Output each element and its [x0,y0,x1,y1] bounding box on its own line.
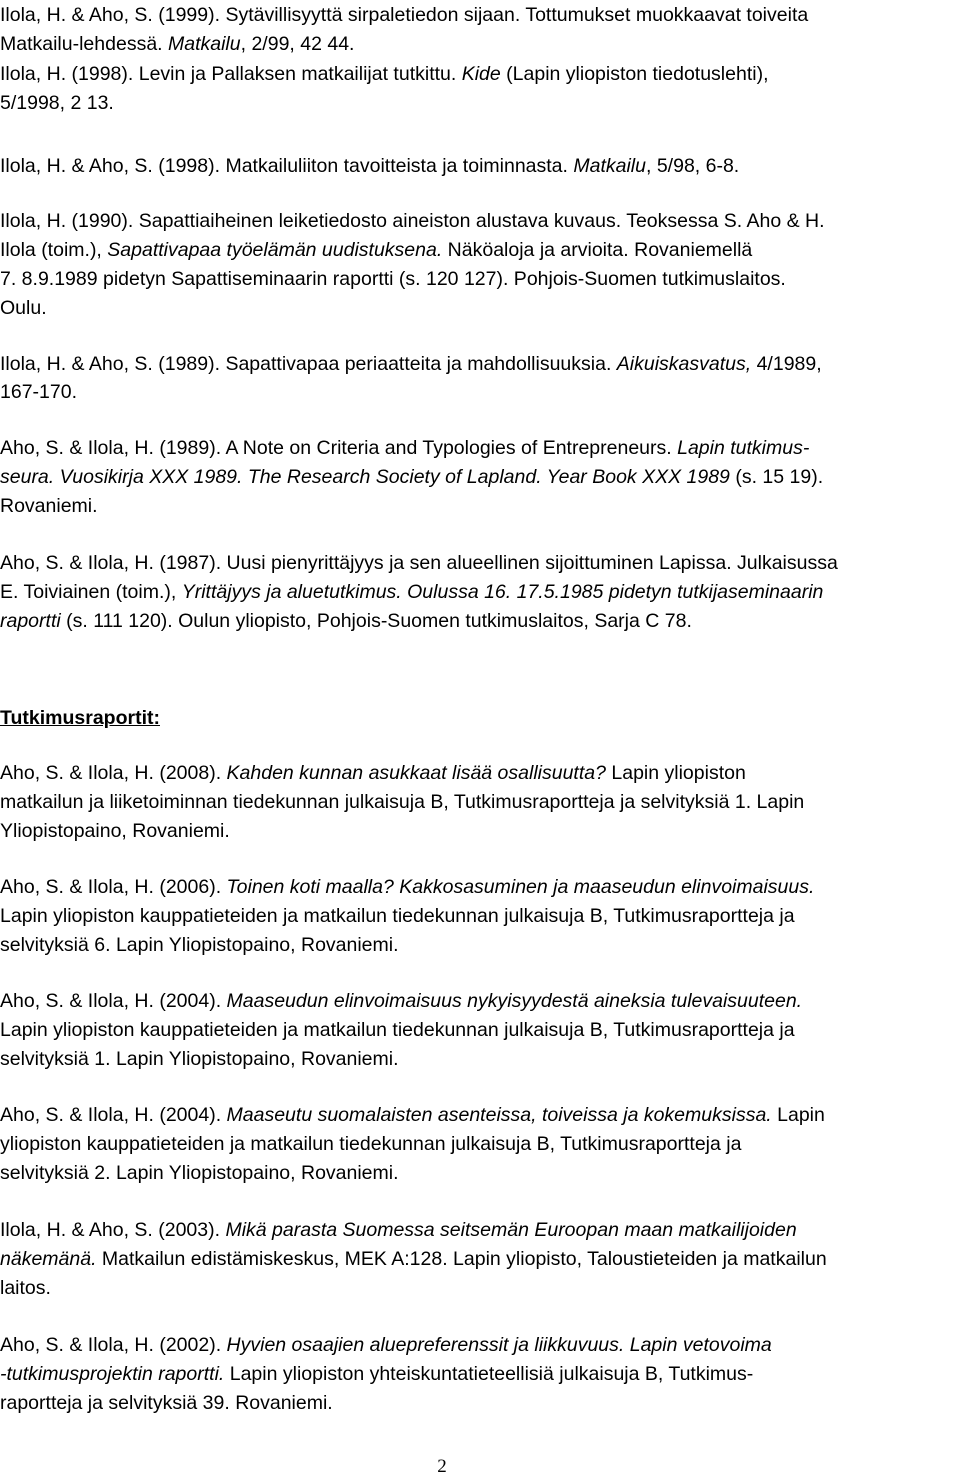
reference-text: Lapin [771,1104,825,1126]
reference-line [0,1389,333,1418]
reference-line [0,378,77,407]
reference-text: Oulu. [0,297,47,319]
reference-text: Lapin yliopiston yhteiskuntatieteellisiä julkaisuja B, Tutkimus- [224,1363,754,1385]
reference-italic-text: Maaseutu suomalaisten asenteissa, toiveissa ja kokemuksissa. [226,1104,772,1126]
reference-line [0,1016,795,1045]
reference-line [0,1159,399,1188]
reference-text: Ilola, H. (1990). Sapattiaiheinen leiketiedosto aineiston alustava kuvaus. Teoksessa S. Aho & H. [0,210,825,232]
reference-text: Aho, S. & Ilola, H. (1987). Uusi pienyrittäjyys ja sen alueellinen sijoittuminen Lapissa. Julkaisussa [0,552,838,574]
reference-text: matkailun ja liiketoiminnan tiedekunnan julkaisuja B, Tutkimusraportteja ja selvityksiä 1. Lapin [0,791,805,813]
reference-line [0,492,98,521]
reference-text: Näköaloja ja arvioita. Rovaniemellä [442,239,753,261]
reference-line [0,759,746,788]
reference-line [0,1331,772,1360]
reference-line [0,1274,51,1303]
page-number: 2 [437,1456,447,1477]
reference-italic-text: Sapattivapaa työelämän uudistuksena. [107,239,443,261]
reference-text: Lapin yliopiston kauppatieteiden ja matkailun tiedekunnan julkaisuja B, Tutkimusraportteja ja [0,1019,795,1041]
reference-text: Aho, S. & Ilola, H. (2008). [0,762,227,784]
reference-line [0,788,804,817]
reference-line [0,873,814,902]
reference-text: Ilola, H. & Aho, S. (1999). Sytävillisyyttä sirpaletiedon sijaan. Tottumukset muokkaavat toiveita [0,4,809,26]
reference-line [0,902,795,931]
reference-line [0,152,739,181]
reference-text: selvityksiä 1. Lapin Yliopistopaino, Rovaniemi. [0,1048,399,1070]
reference-text: Matkailun edistämiskeskus, MEK A:128. Lapin yliopisto, Taloustieteiden ja matkailun [96,1248,827,1270]
reference-italic-text: näkemänä. [0,1248,97,1270]
reference-italic-text: Aikuiskasvatus, [616,353,752,375]
reference-line [0,30,354,59]
reference-text: (s. 111 120). Oulun yliopisto, Pohjois-Suomen tutkimuslaitos, Sarja C 78. [60,610,692,632]
reference-line [0,578,823,607]
reference-text: Aho, S. & Ilola, H. (2004). [0,1104,227,1126]
reference-line [0,1245,827,1274]
reference-text: Aho, S. & Ilola, H. (1989). A Note on Criteria and Typologies of Entrepreneurs. [0,437,678,459]
reference-text: selvityksiä 2. Lapin Yliopistopaino, Rovaniemi. [0,1162,399,1184]
reference-line [0,236,752,265]
reference-text: Rovaniemi. [0,495,98,517]
reference-line [0,607,692,636]
reference-text: E. Toiviainen (toim.), [0,581,182,603]
reference-text: Ilola, H. (1998). Levin ja Pallaksen matkailijat tutkittu. [0,63,462,85]
reference-text: Aho, S. & Ilola, H. (2002). [0,1334,227,1356]
reference-italic-text: Hyvien osaajien aluepreferenssit ja liikkuvuus. Lapin vetovoima [226,1334,772,1356]
reference-line [0,1216,797,1245]
reference-text: Yliopistopaino, Rovaniemi. [0,820,230,842]
reference-italic-text: Yrittäjyys ja aluetutkimus. Oulussa 16. 17.5.1985 pidetyn tutkijaseminaarin [181,581,824,603]
reference-italic-text: Toinen koti maalla? Kakkosasuminen ja maaseudun elinvoimaisuus. [226,876,815,898]
reference-line [0,931,399,960]
reference-line [0,987,802,1016]
reference-text: Ilola, H. & Aho, S. (1998). Matkailuliiton tavoitteista ja toiminnasta. [0,155,574,177]
reference-line [0,549,838,578]
reference-italic-text: Mikä parasta Suomessa seitsemän Euroopan maan matkailijoiden [225,1219,797,1241]
reference-line [0,350,822,379]
reference-text: selvityksiä 6. Lapin Yliopistopaino, Rovaniemi. [0,934,399,956]
section-heading: Tutkimusraportit: [0,707,160,729]
reference-italic-text: Matkailu [168,33,241,55]
reference-text: Lapin yliopiston kauppatieteiden ja matkailun tiedekunnan julkaisuja B, Tutkimusraportteja ja [0,905,795,927]
reference-text: 5/1998, 2 13. [0,92,114,114]
reference-text: Matkailu-lehdessä. [0,33,168,55]
reference-line [0,817,230,846]
reference-text: Lapin yliopiston [605,762,746,784]
reference-text: Ilola, H. & Aho, S. (1989). Sapattivapaa periaatteita ja mahdollisuuksia. [0,353,617,375]
reference-italic-text: Maaseudun elinvoimaisuus nykyisyydestä aineksia tulevaisuuteen. [226,990,803,1012]
reference-italic-text: raportti [0,610,61,632]
reference-text: yliopiston kauppatieteiden ja matkailun tiedekunnan julkaisuja B, Tutkimusraportteja ja [0,1133,742,1155]
reference-line [0,463,823,492]
reference-text: 167-170. [0,381,77,403]
reference-text: , 5/98, 6-8. [646,155,740,177]
reference-line [0,1045,399,1074]
reference-text: 4/1989, [751,353,822,375]
reference-line [0,294,47,323]
reference-text: raportteja ja selvityksiä 39. Rovaniemi. [0,1392,333,1414]
reference-text: (s. 15 19). [729,466,824,488]
reference-text: , 2/99, 42 44. [240,33,355,55]
reference-line [0,60,769,89]
reference-italic-text: seura. Vuosikirja XXX 1989. The Research Society of Lapland. Year Book XXX 1989 [0,466,730,488]
reference-text: (Lapin yliopiston tiedotuslehti), [500,63,769,85]
reference-italic-text: Kide [461,63,501,85]
reference-italic-text: Lapin tutkimus- [677,437,810,459]
reference-line [0,434,809,463]
reference-line [0,1,808,30]
reference-italic-text: Matkailu [573,155,646,177]
reference-text: 7. 8.9.1989 pidetyn Sapattiseminaarin raportti (s. 120 127). Pohjois-Suomen tutkimuslaitos. [0,268,786,290]
reference-line [0,1101,825,1130]
reference-italic-text: Kahden kunnan asukkaat lisää osallisuutta? [226,762,606,784]
reference-text: Ilola (toim.), [0,239,108,261]
reference-text: Ilola, H. & Aho, S. (2003). [0,1219,226,1241]
reference-line [0,207,825,236]
reference-text: Aho, S. & Ilola, H. (2006). [0,876,227,898]
reference-italic-text: -tutkimusprojektin raportti. [0,1363,225,1385]
reference-line [0,265,786,294]
reference-line [0,1130,741,1159]
reference-text: laitos. [0,1277,51,1299]
reference-line [0,89,114,118]
reference-text: Aho, S. & Ilola, H. (2004). [0,990,227,1012]
reference-line [0,1360,753,1389]
